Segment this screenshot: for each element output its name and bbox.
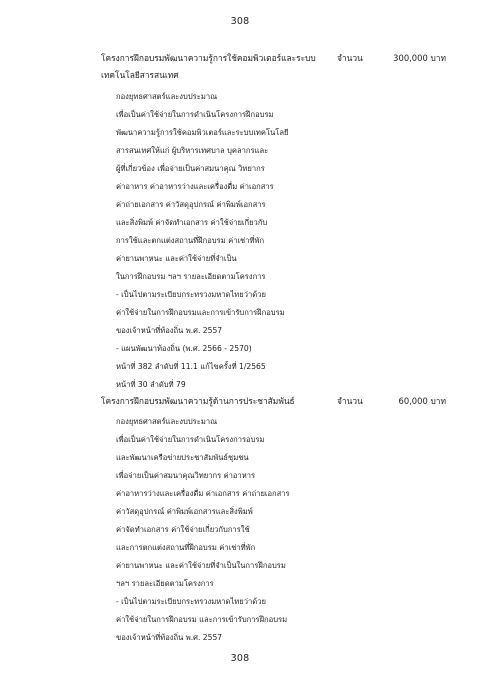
project-title-line: เทคโนโลยีสารสนเทศ: [101, 70, 179, 80]
detail-line: ของเจ้าหน้าที่ท้องถิ่น พ.ศ. 2557: [116, 633, 223, 642]
detail-line: ในการฝึกอบรม ฯลฯ รายละเอียดตามโครงการ: [116, 272, 266, 281]
detail-line: - เป็นไปตามระเบียบกระทรวงมหาดไทยว่าด้วย: [116, 597, 266, 606]
project-details: [116, 413, 290, 647]
page-number-footer: 308: [230, 653, 250, 664]
detail-line: เพื่อจ่ายเป็นค่าสมนาคุณวิทยากร ค่าอาหาร: [116, 471, 256, 480]
amount-value: 300,000 บาท: [393, 53, 446, 63]
detail-line: หน้าที่ 30 ลำดับที่ 79: [116, 380, 186, 389]
project-title: [101, 50, 326, 84]
detail-line: ค่าใช้จ่ายในการฝึกอบรม และการเข้ารับการฝึกอบรม: [116, 615, 288, 624]
detail-line: หน้าที่ 382 ลำดับที่ 11.1 แก้ไขครั้งที่ 1/2565: [116, 362, 266, 371]
detail-line: ค่าจัดทำเอกสาร ค่าใช้จ่ายเกี่ยวกับการใช้: [116, 525, 250, 534]
detail-line: - เป็นไปตามระเบียบกระทรวงมหาดไทยว่าด้วย: [116, 290, 266, 299]
detail-line: กองยุทธศาสตร์และงบประมาณ: [116, 92, 218, 101]
detail-line: ของเจ้าหน้าที่ท้องถิ่น พ.ศ. 2557: [116, 326, 223, 335]
detail-line: ค่าถ่ายเอกสาร ค่าวัสดุอุปกรณ์ ค่าพิมพ์เอกสาร: [116, 200, 266, 209]
detail-line: ค่ายานพาหนะ และค่าใช้จ่ายที่จำเป็นในการฝึกอบรม: [116, 561, 286, 570]
detail-line: ฯลฯ รายละเอียดตามโครงการ: [116, 579, 214, 588]
project-title-line: โครงการฝึกอบรมพัฒนาความรู้ด้านการประชาสัมพันธ์: [101, 396, 295, 406]
detail-line: ค่าใช้จ่ายในการฝึกอบรมและการเข้ารับการฝึกอบรม: [116, 308, 285, 317]
detail-line: - แผนพัฒนาท้องถิ่น (พ.ศ. 2566 - 2570): [116, 344, 252, 353]
project-details: [116, 88, 288, 394]
detail-line: ค่าวัสดุอุปกรณ์ ค่าพิมพ์เอกสารและสิ่งพิมพ์: [116, 507, 253, 516]
detail-line: และการตกแต่งสถานที่ฝึกอบรม ค่าเช่าที่พัก: [116, 543, 256, 552]
detail-line: สารสนเทศให้แก่ ผู้บริหารเทศบาล บุคลากรและ: [116, 146, 269, 155]
detail-line: และพัฒนาเครือข่ายประชาสัมพันธ์ชุมชน: [116, 453, 249, 462]
project-title-line: โครงการฝึกอบรมพัฒนาความรู้การใช้คอมพิวเตอร์และระบบ: [101, 53, 316, 63]
detail-line: ค่ายานพาหนะ และค่าใช้จ่ายที่จำเป็น: [116, 254, 237, 263]
amount-label: จำนวน: [337, 396, 363, 406]
amount-label: จำนวน: [337, 53, 363, 63]
detail-line: เพื่อเป็นค่าใช้จ่ายในการดำเนินโครงการฝึกอบรม: [116, 110, 274, 119]
detail-line: และสิ่งพิมพ์ ค่าจัดทำเอกสาร ค่าใช้จ่ายเกี่ยวกับ: [116, 218, 268, 227]
project-title: [101, 393, 326, 410]
amount-value: 60,000 บาท: [398, 396, 446, 406]
page-number-header: 308: [230, 16, 250, 27]
detail-line: ค่าอาหาร ค่าอาหารว่างและเครื่องดื่ม ค่าเอกสาร: [116, 182, 274, 191]
detail-line: ค่าอาหารว่างและเครื่องดื่ม ค่าเอกสาร ค่าถ่ายเอกสาร: [116, 489, 290, 498]
detail-line: เพื่อเป็นค่าใช้จ่ายในการดำเนินโครงการอบรม: [116, 435, 265, 444]
detail-line: การใช้และตกแต่งสถานที่ฝึกอบรม ค่าเช่าที่พัก: [116, 236, 265, 245]
detail-line: กองยุทธศาสตร์และงบประมาณ: [116, 417, 218, 426]
detail-line: พัฒนาความรู้การใช้คอมพิวเตอร์และระบบเทคโนโลยี: [116, 128, 289, 137]
detail-line: ผู้ที่เกี่ยวข้อง เพื่อจ่ายเป็นค่าสมนาคุณ วิทยากร: [116, 164, 265, 173]
